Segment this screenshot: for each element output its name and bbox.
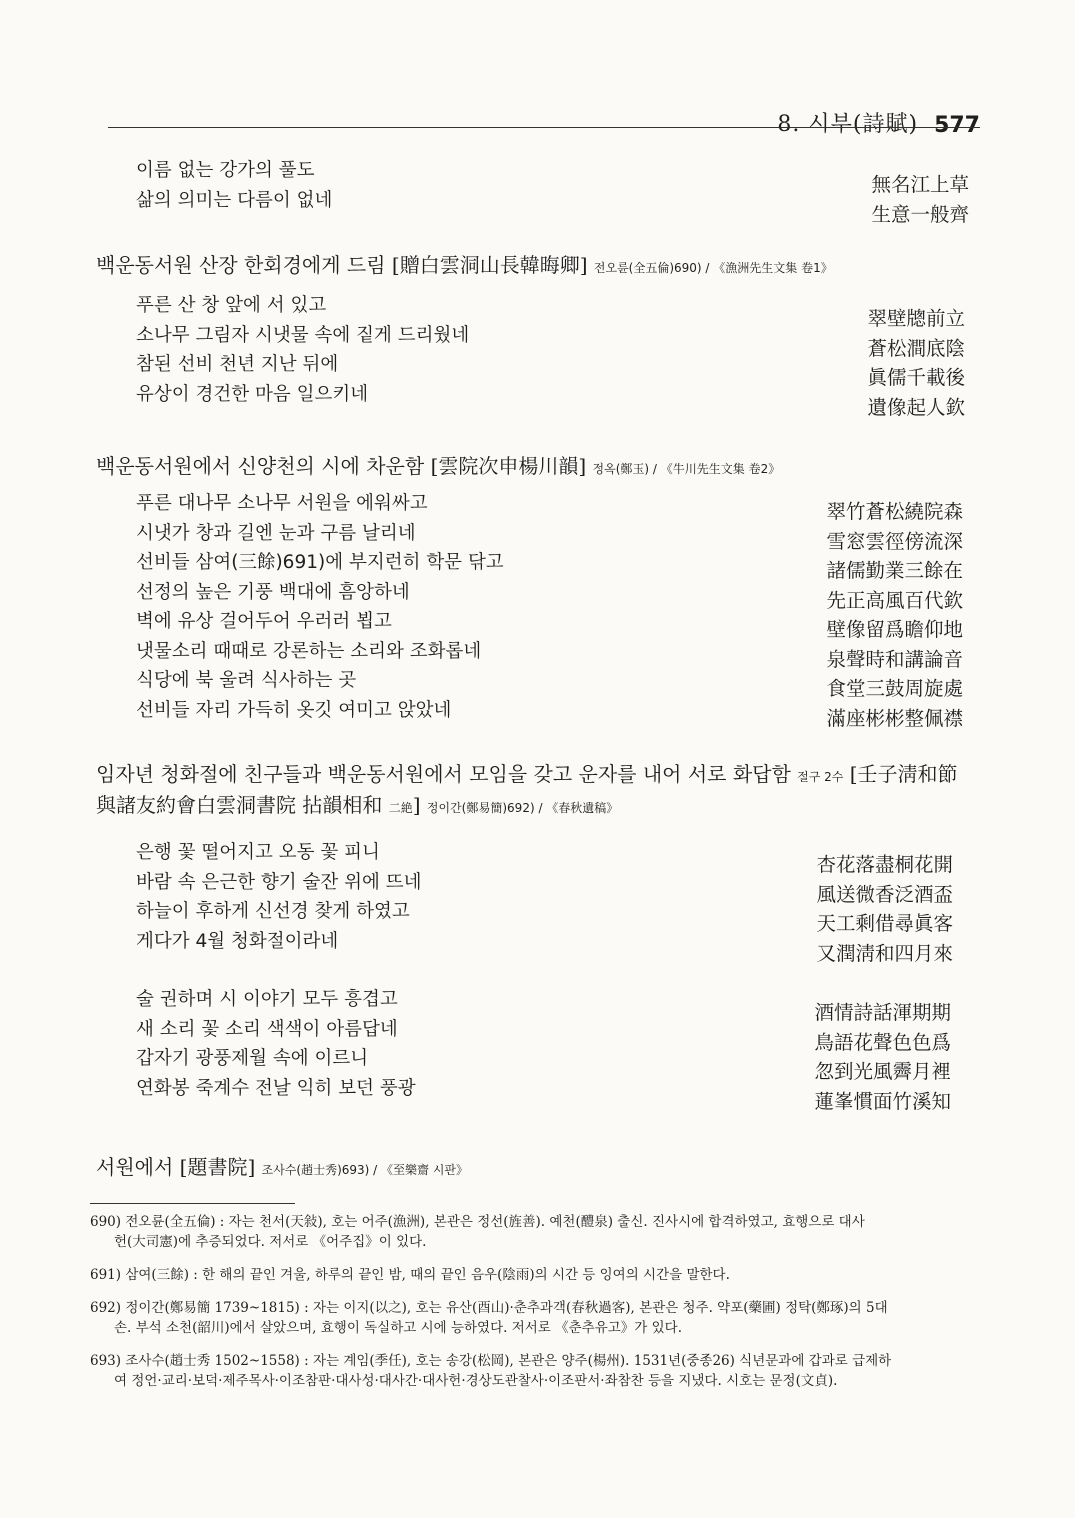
poem-korean-lines xyxy=(136,156,332,215)
poem-hanja-lines xyxy=(814,998,951,1116)
verse-line: 翠竹蒼松繞院森 xyxy=(826,500,963,523)
verse-line: 이름 없는 강가의 풀도 xyxy=(136,160,315,181)
verse-line: 杏花落盡桐花開 xyxy=(816,853,953,876)
verse-line: 蓮峯慣面竹溪知 xyxy=(814,1089,951,1113)
footnote: 691) 삼여(三餘) : 한 해의 끝인 겨울, 하루의 끝인 밤, 때의 끝인 음우(陰雨)의 시간 등 잉여의 시간을 말한다. xyxy=(90,1267,730,1283)
verse-line: 선정의 높은 기풍 백대에 흠앙하네 xyxy=(136,581,410,603)
verse-line: 바람 속 은근한 향기 술잔 위에 뜨네 xyxy=(136,871,422,893)
verse-line: 又潤淸和四月來 xyxy=(816,941,953,965)
running-header xyxy=(108,108,980,138)
verse-line: 선비들 삼여(三餘)691)에 부지런히 학문 닦고 xyxy=(136,552,504,573)
poem-title: 임자년 청화절에 친구들과 백운동서원에서 모임을 갖고 운자를 내어 서로 화답함 절구 2수 [壬子淸和節 與諸友約會白雲洞書院 拈韻相和 二絶] 정이간(鄭易簡)692) / 《春秋遺稿》 xyxy=(96,762,958,817)
verse-line: 하늘이 후하게 신선경 찾게 하였고 xyxy=(136,901,410,922)
verse-line: 雪窓雲徑傍流深 xyxy=(826,529,963,553)
verse-line: 참된 선비 천년 지난 뒤에 xyxy=(136,354,339,375)
verse-line: 泉聲時和講論音 xyxy=(826,647,963,671)
verse-line: 새 소리 꽃 소리 색색이 아름답네 xyxy=(136,1018,398,1040)
verse-line: 푸른 산 창 앞에 서 있고 xyxy=(136,295,327,316)
verse-line: 天工剩借尋眞客 xyxy=(816,912,953,935)
footnotes xyxy=(90,1212,965,1404)
poem-korean-lines xyxy=(136,838,421,956)
verse-line: 無名江上草 xyxy=(871,173,969,196)
poem-korean-lines xyxy=(136,291,469,409)
verse-line: 先正高風百代欽 xyxy=(826,588,963,612)
verse-line: 食堂三鼓周旋處 xyxy=(826,677,963,700)
verse-line: 은행 꽃 떨어지고 오동 꽃 피니 xyxy=(136,842,380,863)
header-rule xyxy=(108,127,980,128)
poem-korean-lines xyxy=(136,985,416,1103)
poem-hanja-lines xyxy=(826,497,963,733)
poem-korean-lines xyxy=(136,489,504,725)
verse-line: 生意一般齊 xyxy=(871,202,969,226)
poem-hanja-lines xyxy=(871,170,969,229)
footnote-rule xyxy=(90,1203,295,1204)
poem-hanja-lines xyxy=(816,850,953,968)
verse-line: 蒼松澗底陰 xyxy=(867,336,965,360)
verse-line: 鳥語花聲色色爲 xyxy=(814,1030,951,1054)
footnote: 690) 전오륜(全五倫) : 자는 천서(天敍), 호는 어주(漁洲), 본관은 정선(旌善). 예천(醴泉) 출신. 진사시에 합격하였고, 효행으로 대사 헌(大司憲)에 추증되었다. 저서로 《어주집》이 있다. xyxy=(90,1214,865,1250)
verse-line: 선비들 자리 가득히 옷깃 여미고 앉았네 xyxy=(136,699,452,721)
verse-line: 忽到光風霽月裡 xyxy=(814,1060,951,1083)
verse-line: 眞儒千載後 xyxy=(867,366,965,389)
verse-line: 게다가 4월 청화절이라네 xyxy=(136,930,339,952)
verse-line: 식당에 북 울려 식사하는 곳 xyxy=(136,670,357,691)
chapter-title: 8. 시부(詩賦) xyxy=(777,112,919,137)
poem-title: 백운동서원 산장 한회경에게 드림 [贈白雲洞山長韓晦卿] 전오륜(全五倫)690) / 《漁洲先生文集 卷1》 xyxy=(96,253,833,277)
verse-line: 遺像起人欽 xyxy=(867,395,965,419)
page-number: 577 xyxy=(934,113,980,138)
poem-hanja-lines xyxy=(867,304,965,422)
verse-line: 壁像留爲瞻仰地 xyxy=(826,618,963,641)
poem-title: 서원에서 [題書院] 조사수(趙士秀)693) / 《至樂齋 시판》 xyxy=(96,1155,469,1179)
verse-line: 시냇가 창과 길엔 눈과 구름 날리네 xyxy=(136,522,416,544)
verse-line: 風送微香泛酒盃 xyxy=(816,882,953,906)
verse-line: 滿座彬彬整佩襟 xyxy=(826,706,963,730)
verse-line: 翠壁牕前立 xyxy=(867,307,965,330)
verse-line: 酒情詩話渾期期 xyxy=(814,1001,951,1024)
verse-line: 삶의 의미는 다름이 없네 xyxy=(136,189,333,211)
verse-line: 諸儒勤業三餘在 xyxy=(826,559,963,582)
verse-line: 술 권하며 시 이야기 모두 흥겹고 xyxy=(136,989,398,1010)
verse-line: 푸른 대나무 소나무 서원을 에워싸고 xyxy=(136,493,428,514)
verse-line: 유상이 경건한 마음 일으키네 xyxy=(136,383,369,405)
verse-line: 연화봉 죽계수 전날 익히 보던 풍광 xyxy=(136,1077,416,1099)
footnote: 692) 정이간(鄭易簡 1739~1815) : 자는 이지(以之), 호는 유산(酉山)·춘추과객(春秋過客), 본관은 청주. 약포(藥圃) 정탁(鄭琢)의 5대 손. 부석 소천(韶川)에서 살았으며, 효행이 독실하고 시에 능하였다. 저서로 《춘추유고》가 있다. xyxy=(90,1300,888,1336)
verse-line: 벽에 유상 걸어두어 우러러 뵙고 xyxy=(136,611,392,632)
poem-title: 백운동서원에서 신양천의 시에 차운함 [雲院次申楊川韻] 정옥(鄭玉) / 《牛川先生文集 卷2》 xyxy=(96,454,781,478)
verse-line: 냇물소리 때때로 강론하는 소리와 조화롭네 xyxy=(136,640,482,662)
verse-line: 소나무 그림자 시냇물 속에 짙게 드리웠네 xyxy=(136,324,470,346)
verse-line: 갑자기 광풍제월 속에 이르니 xyxy=(136,1048,369,1069)
footnote: 693) 조사수(趙士秀 1502~1558) : 자는 계임(季任), 호는 송강(松岡), 본관은 양주(楊州). 1531년(중종26) 식년문과에 갑과로 급제하 여 정언·교리·보덕·제주목사·이조참판·대사성·대사간·대사헌·경상도관찰사·이조판서·좌참찬 등을 지냈다. 시호는 문정(文貞). xyxy=(90,1353,892,1389)
